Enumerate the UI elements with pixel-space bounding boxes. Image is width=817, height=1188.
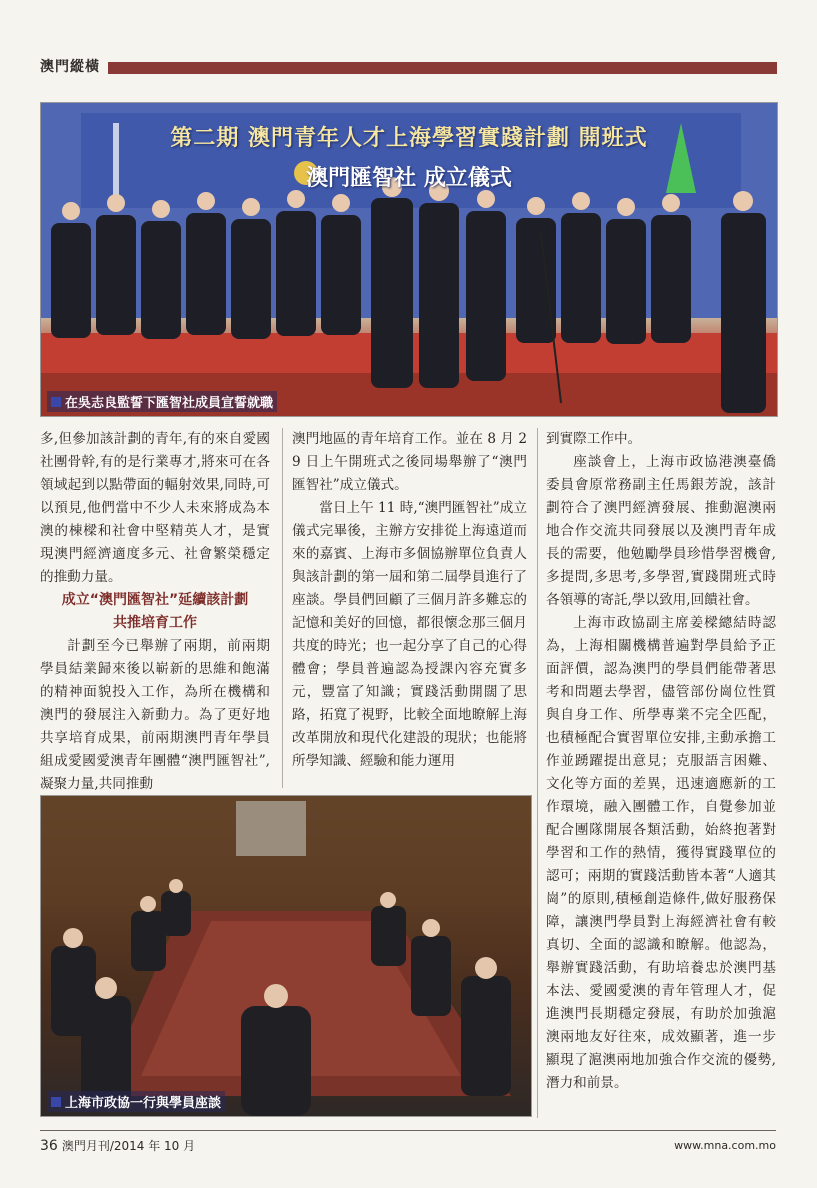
publication-name: 澳門月刊/2014 年 10 月 — [61, 1139, 196, 1153]
paragraph: 上海市政協副主席姜樑總結時認為，上海相關機構普遍對學員給予正面評價，認為澳門的學員們能帶著思考和問題去學習，儘管部份崗位性質與自身工作、所學專業不完全匹配，也積極配合實習單位安排,主動承擔工作並踴躍提出意見；克服語言困難、文化等方面的差異，迅速適應新的工作環境，融入團體工作，自覺參加並配合團隊開展各類活動，始終抱著對學習和工作的熱情，獲得實踐單位的認可；兩期的實踐活動皆本著“人適其崗”的原則,積極創造條件,做好服務保障，讓澳門學員對上海經濟社會有較真切、全面的認識和瞭解。他認為，舉辦實踐活動，有助培養忠於澳門基本法、愛國愛澳的青年管理人才，促進澳門長期穩定發展，有助於加強滬澳兩地友好往來，成效顯著，進一步顯現了滬澳兩地加強合作交流的優勢,潛力和前景。 — [546, 615, 776, 1091]
paragraph: 座談會上，上海市政協港澳臺僑委員會原常務副主任馬銀芳說，該計劃符合了澳門經濟發展、推動滬澳兩地合作交流共同發展以及澳門青年成長的需要，他勉勵學員珍惜學習機會,多提問,多思考,多學習,實踐開班式時各領導的寄託,學以致用,回饋社會。 — [546, 454, 776, 608]
section-heading-line-2: 共推培育工作 — [113, 615, 197, 631]
header-bar — [108, 62, 777, 74]
caption-text: 在吳志良監誓下匯智社成員宣誓就職 — [65, 396, 274, 411]
photo-caption-bottom — [47, 1091, 225, 1112]
paragraph: 當日上午 11 時,“澳門匯智社”成立儀式完畢後，主辦方安排從上海遠道而來的嘉賓、上海市多個協辦單位負責人與該計劃的第一屆和第二屆學員進行了座談。學員們回顧了三個月許多難忘的記憶和美好的回憶，都很懷念那三個月共度的時光；也一起分享了自己的心得體會；學員普遍認為授課內容充實多元，豐富了知識；實踐活動開闊了思路，拓寬了視野，比較全面地瞭解上海改革開放和現代化建設的現狀；也能將所學知識、經驗和能力運用 — [292, 500, 527, 769]
caption-square-icon — [51, 397, 61, 407]
section-heading-line-1: 成立“澳門匯智社”延續該計劃 — [61, 592, 249, 608]
caption-text: 上海市政協一行與學員座談 — [65, 1096, 222, 1111]
footer-website: www.mna.com.mo — [674, 1139, 776, 1152]
paragraph: 到實際工作中。 — [546, 431, 642, 447]
paragraph: 澳門地區的青年培育工作。並在 8 月 29 日上午開班式之後同場舉辦了“澳門匯智社”成立儀式。 — [292, 431, 527, 493]
page-number: 36 — [40, 1138, 58, 1154]
article-column-1 — [40, 428, 270, 796]
article-column-2 — [292, 428, 527, 773]
meeting-photo — [40, 795, 532, 1117]
banner-title: 第二期 澳門青年人才上海學習實踐計劃 開班式 — [170, 126, 648, 151]
paragraph: 多,但參加該計劃的青年,有的來自愛國社團骨幹,有的是行業專才,將來可在各領域起到以點帶面的輻射效果,同時,可以預見,他們當中不少人未來將成為本澳的棟樑和社會中堅精英人才，是實現澳門經濟適度多元、社會繁榮穩定的推動力量。 — [40, 431, 270, 585]
banner-subtitle: 澳門匯智社 成立儀式 — [306, 166, 512, 191]
column-divider — [282, 428, 283, 788]
caption-square-icon — [51, 1097, 61, 1107]
meeting-illustration — [41, 796, 531, 1116]
column-divider — [537, 428, 538, 1118]
paragraph: 計劃至今已舉辦了兩期，前兩期學員結業歸來後以嶄新的思維和飽滿的精神面貌投入工作，為所在機構和澳門的發展注入新動力。為了更好地共享培育成果，前兩期澳門青年學員組成愛國愛澳青年團體“澳門匯智社”,凝聚力量,共同推動 — [40, 638, 270, 792]
ceremony-photo — [40, 102, 778, 417]
section-heading — [40, 589, 270, 635]
photo-caption-top — [47, 391, 277, 412]
section-label: 澳門縱橫 — [40, 59, 100, 75]
footer-publication — [40, 1137, 195, 1154]
footer-rule — [40, 1130, 776, 1131]
article-column-3 — [546, 428, 776, 1095]
